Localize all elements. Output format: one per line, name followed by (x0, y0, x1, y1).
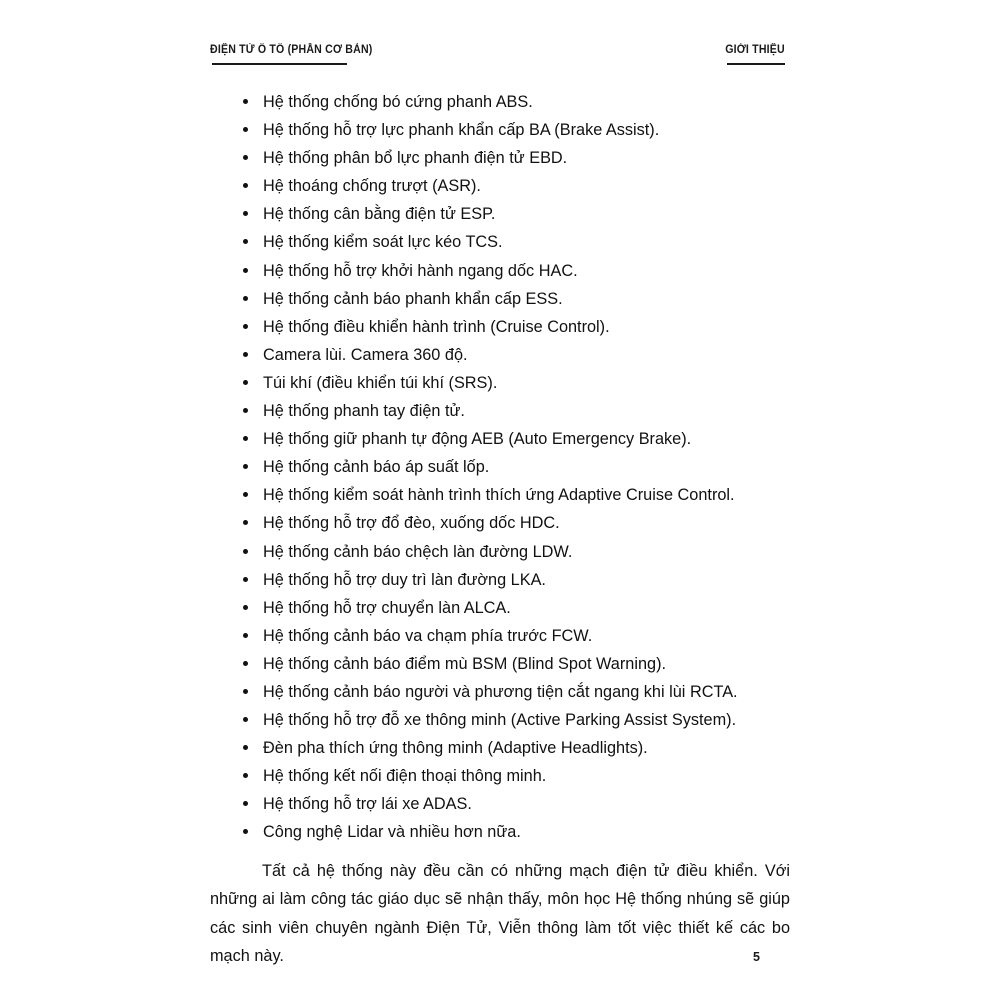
list-item-text: Hệ thoáng chống trượt (ASR). (263, 177, 481, 196)
list-item (210, 369, 790, 397)
bullet-icon (243, 464, 248, 469)
bullet-icon (243, 352, 248, 357)
bullet-icon (243, 549, 248, 554)
bullet-icon (243, 380, 248, 385)
bullet-icon (243, 717, 248, 722)
list-item (210, 538, 790, 566)
bullet-icon (243, 661, 248, 666)
list-item (210, 566, 790, 594)
list-item-text: Hệ thống cân bằng điện tử ESP. (263, 205, 496, 224)
list-item (210, 790, 790, 818)
list-item (210, 397, 790, 425)
bullet-icon (243, 296, 248, 301)
list-item-text: Hệ thống phân bổ lực phanh điện tử EBD. (263, 149, 568, 168)
page-content (210, 88, 790, 987)
list-item-text: Hệ thống cảnh báo điểm mù BSM (Blind Spot Warning). (263, 654, 667, 673)
list-item (210, 650, 790, 678)
list-item (210, 762, 790, 790)
running-head (210, 44, 785, 56)
running-head-rule-left (212, 63, 347, 65)
list-item-text: Hệ thống phanh tay điện tử. (263, 402, 465, 421)
list-item-text: Hệ thống hỗ trợ lực phanh khẩn cấp BA (Brake Assist). (263, 121, 660, 140)
bullet-icon (243, 633, 248, 638)
bullet-icon (243, 773, 248, 778)
list-item (210, 200, 790, 228)
list-item-text: Hệ thống cảnh báo áp suất lốp. (263, 458, 490, 477)
list-item-text: Hệ thống giữ phanh tự động AEB (Auto Emergency Brake). (263, 430, 692, 449)
list-item (210, 509, 790, 537)
list-item-text: Hệ thống cảnh báo người và phương tiện cắt ngang khi lùi RCTA. (263, 682, 738, 701)
bullet-icon (243, 745, 248, 750)
list-item (210, 481, 790, 509)
list-item (210, 285, 790, 313)
list-item (210, 172, 790, 200)
bullet-icon (243, 324, 248, 329)
running-head-left: ĐIỆN TỬ Ô TÔ (PHẦN CƠ BẢN) (210, 44, 373, 56)
list-item-text: Hệ thống hỗ trợ chuyển làn ALCA. (263, 598, 511, 617)
list-item (210, 706, 790, 734)
list-item (210, 453, 790, 481)
bullet-icon (243, 127, 248, 132)
list-item (210, 818, 790, 846)
page-number: 5 (753, 950, 760, 964)
list-item (210, 622, 790, 650)
list-item-text: Hệ thống chống bó cứng phanh ABS. (263, 93, 533, 111)
bullet-icon (243, 829, 248, 834)
list-item-text: Hệ thống cảnh báo chệch làn đường LDW. (263, 542, 573, 561)
closing-paragraph: Tất cả hệ thống này đều cần có những mạch điện tử điều khiển. Với những ai làm công tác giáo dục sẽ nhận thấy, môn học Hệ thống nhúng sẽ giúp các sinh viên chuyên ngành Điện Tử, Viễn thông làm tốt việc thiết kế các bo mạch này. (210, 861, 790, 966)
list-item-text: Hệ thống hỗ trợ đổ đèo, xuống dốc HDC. (263, 514, 560, 533)
list-item (210, 425, 790, 453)
list-item-text: Hệ thống hỗ trợ đỗ xe thông minh (Active Parking Assist System). (263, 711, 737, 730)
list-item-text: Camera lùi. Camera 360 độ. (263, 345, 468, 364)
list-item (210, 88, 790, 116)
bullet-icon (243, 211, 248, 216)
list-item-text: Hệ thống điều khiển hành trình (Cruise Control). (263, 317, 610, 336)
list-item-text: Hệ thống hỗ trợ duy trì làn đường LKA. (263, 570, 546, 589)
bullet-icon (243, 801, 248, 806)
bullet-icon (243, 183, 248, 188)
list-item-text: Đèn pha thích ứng thông minh (Adaptive Headlights). (263, 739, 648, 758)
feature-list (210, 88, 790, 847)
list-item-text: Hệ thống cảnh báo phanh khẩn cấp ESS. (263, 289, 563, 308)
list-item (210, 228, 790, 256)
bullet-icon (243, 436, 248, 441)
list-item (210, 144, 790, 172)
running-head-right: GIỚI THIỆU (725, 44, 785, 56)
list-item-text: Hệ thống kết nối điện thoại thông minh. (263, 767, 547, 786)
list-item-text: Công nghệ Lidar và nhiều hơn nữa. (263, 823, 521, 842)
running-head-rule-right (727, 63, 785, 65)
list-item-text: Hệ thống hỗ trợ lái xe ADAS. (263, 795, 472, 814)
bullet-icon (243, 155, 248, 160)
list-item (210, 116, 790, 144)
list-item (210, 313, 790, 341)
bullet-icon (243, 492, 248, 497)
bullet-icon (243, 689, 248, 694)
list-item-text: Hệ thống hỗ trợ khởi hành ngang dốc HAC. (263, 261, 578, 280)
bullet-icon (243, 577, 248, 582)
list-item-text: Hệ thống cảnh báo va chạm phía trước FCW. (263, 626, 593, 645)
list-item (210, 594, 790, 622)
bullet-icon (243, 239, 248, 244)
list-item-text: Hệ thống kiểm soát hành trình thích ứng Adaptive Cruise Control. (263, 486, 735, 505)
list-item (210, 257, 790, 285)
bullet-icon (243, 520, 248, 525)
bullet-icon (243, 408, 248, 413)
bullet-icon (243, 268, 248, 273)
list-item (210, 734, 790, 762)
bullet-icon (243, 605, 248, 610)
list-item-text: Hệ thống kiểm soát lực kéo TCS. (263, 233, 503, 252)
list-item (210, 341, 790, 369)
bullet-icon (243, 99, 248, 104)
list-item (210, 678, 790, 706)
list-item-text: Túi khí (điều khiển túi khí (SRS). (263, 373, 498, 392)
